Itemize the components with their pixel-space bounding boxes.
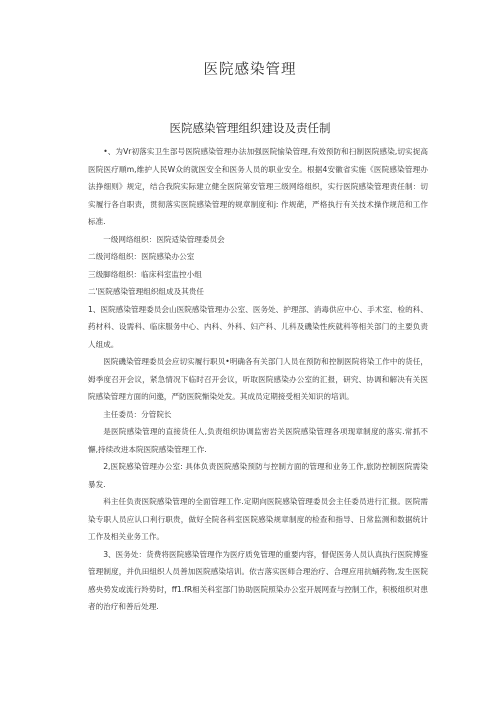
document-body [88,143,428,616]
paragraph-committee-duties: 医院磯染管理委员会应切实履行职贝•明确各有关部门人员在预防和控制医院将染工作中的货任，姆季度召开会议，紧急情况下临时召开会议，听取医院感染办公室的汇报，研究、协调和解决有关医院感染管理方面的问邀，严防医院惭染处发。其成员定期接受相关知识的培训。 [88,357,428,401]
document-title: 医院感染管理 [203,62,297,78]
paragraph-medical-affairs: 3、医务处：货费将医院感染管理作为医疗质免管理的重要内容，督促医务人员认真执行医院博鉴管理制度，并仇田組织人员善加医院感染培训。依吉落实医师合理治疗、合理应用抗蛹药物,发生医院感央势发或流行羚势时，ff1.fR相关科室部门协助医院照染办公室开展网查与控制工作，积极组织对患者的治疗和善后处理. [88,549,428,611]
section-title: 医院感染管理组织建设及责任制 [169,121,331,135]
paragraph-director-duties: 是医院感染管理的直接货任人,负责组织协调监密岩关医院感染管理各项现章制度的落实.常抓不懈,持续改进本院医院感染管理工作. [88,427,428,454]
paragraph-office: 2,医院感染管理办公室: 具体负责医院感染预防与控制方面的管理和业务工作,旅防控制医院需染暴发. [88,462,428,489]
paragraph-director: 主任委员：分管院长 [103,409,172,419]
paragraph-level-two: 二级河络组织：医院感染办公室 [88,252,195,261]
paragraph-committee: 1、医院感染管理委员会山医院感染管理办公室、医务处、护理部、消毒供应中心、手术室、检的科、药材科、设需科、临床服务中心、内科、外科、妇产科、儿科及磯染性疾就科等相关部门的主要负责人组成。 [88,304,428,349]
paragraph-level-three: 三级脚络组织：临床科室监控小组 [88,269,202,279]
paragraph-organization-heading: 二'医院感染管理组织组成及其贵任 [88,287,204,296]
paragraph-intro: •、为Vr初落实卫生部号医院感染管理办法加强医院愉染管理,有效预防和扫制医院感染,切实捉高医院医疗順m,维护人民W众的就医安全和医务人员的职业安全。根据4安徽省实施《医院感染管理办法挣细则》规定，结合我院实际建立健全医院第安管理三级网络组织，实行医院感染管理责任制：切实履行各自职责，贯彻落实医院感染管理的规章制度和j: 作规葩，严格执行有关技术操作规范和工作标准. [88,147,428,226]
paragraph-office-chief: 科主任负责医院感染管理的全面管理工作.定期向医院感染管理委员会主任委员进行汇报。医院需染专职人员应认口利行职贵，做好全院各科室医院感染规章制度的检查和指导、日常监测和数据统计工作及相关业务工作。 [88,497,428,541]
paragraph-level-one: 一级网络组织：医院适染管理委员会 [103,234,225,244]
